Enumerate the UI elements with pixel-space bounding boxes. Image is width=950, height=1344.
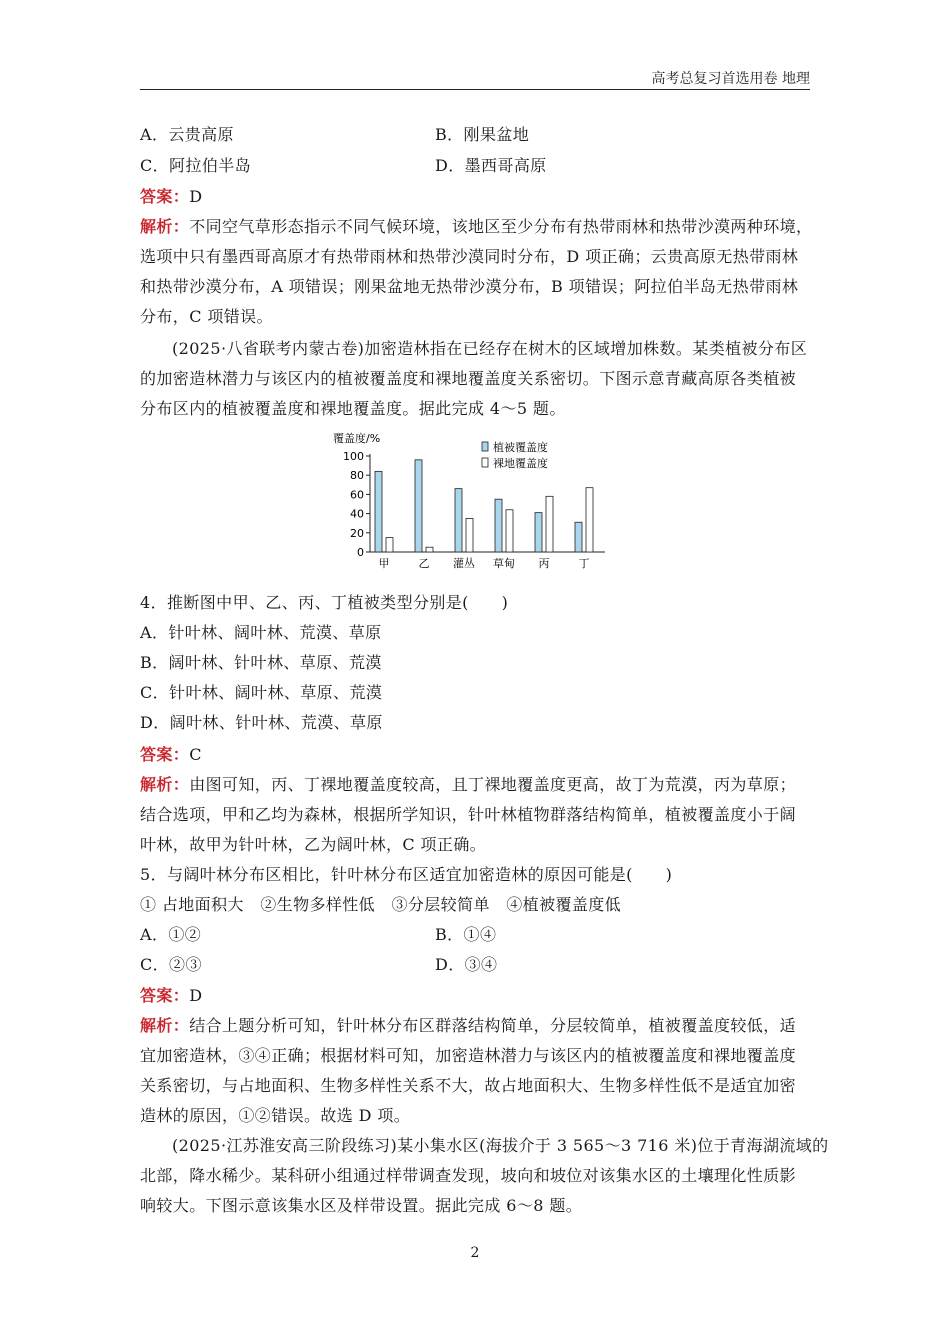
material-2-line-3: 响较大。下图示意该集水区及样带设置。据此完成 6～8 题。 xyxy=(140,1196,583,1215)
bar-bareland-5 xyxy=(586,488,593,552)
q5-answer xyxy=(140,981,810,1011)
y-tick-label: 80 xyxy=(350,469,364,483)
q5-analysis-line-1 xyxy=(140,1011,810,1041)
analysis-text: 结合上题分析可知，针叶林分布区群落结构简单，分层较简单，植被覆盖度较低，适 xyxy=(189,1016,797,1035)
q5-option-a: A．①② xyxy=(140,925,202,944)
material-2-line-2: 北部，降水稀少。某科研小组通过样带调查发现，坡向和坡位对该集水区的土壤理化性质影 xyxy=(140,1166,797,1185)
answer-value: C xyxy=(189,745,202,764)
bar-bareland-0 xyxy=(386,538,393,552)
bar-bareland-3 xyxy=(506,510,513,552)
y-tick-label: 0 xyxy=(357,546,364,559)
analysis-label: 解析： xyxy=(140,775,190,794)
q4-stem: 4．推断图中甲、乙、丙、丁植被类型分别是( ) xyxy=(140,593,509,612)
bar-bareland-4 xyxy=(546,496,553,552)
q4-option-a: A．针叶林、阔叶林、荒漠、草原 xyxy=(140,623,382,642)
q3-answer xyxy=(140,182,810,212)
coverage-bar-chart xyxy=(327,426,617,576)
answer-label: 答案： xyxy=(140,745,190,764)
q3-option-c: C．阿拉伯半岛 xyxy=(140,156,252,175)
q4-option-b: B．阔叶林、针叶林、草原、荒漠 xyxy=(140,653,382,672)
q3-analysis-line-2: 选项中只有墨西哥高原才有热带雨林和热带沙漠同时分布，D 项正确；云贵高原无热带雨林 xyxy=(140,247,799,266)
material-1-line-3: 分布区内的植被覆盖度和裸地覆盖度。据此完成 4～5 题。 xyxy=(140,399,566,418)
x-tick-label: 灌丛 xyxy=(453,557,475,570)
q5-stem: 5．与阔叶林分布区相比，针叶林分布区适宜加密造林的原因可能是( ) xyxy=(140,865,673,884)
material-1-line-1: (2025·八省联考内蒙古卷)加密造林指在已经存在树木的区域增加株数。某类植被分布区 xyxy=(172,339,808,358)
analysis-label: 解析： xyxy=(140,217,190,236)
answer-label: 答案： xyxy=(140,187,190,206)
q3-option-d: D．墨西哥高原 xyxy=(435,156,547,175)
x-tick-label: 乙 xyxy=(418,557,430,570)
q4-option-c: C．针叶林、阔叶林、草原、荒漠 xyxy=(140,683,383,702)
q5-option-d: D．③④ xyxy=(435,955,498,974)
analysis-text: 不同空气草形态指示不同气候环境，该地区至少分布有热带雨林和热带沙漠两种环境， xyxy=(189,217,813,236)
bar-vegetation-3 xyxy=(495,499,502,552)
q5-analysis-line-3: 关系密切，与占地面积、生物多样性关系不大，故占地面积大、生物多样性低不是适宜加密 xyxy=(140,1076,797,1095)
answer-value: D xyxy=(189,187,203,206)
legend-swatch-bareland xyxy=(482,458,488,467)
q3-analysis-line-4: 分布，C 项错误。 xyxy=(140,307,273,326)
y-tick-label: 40 xyxy=(350,507,364,521)
legend-label-bareland: 裸地覆盖度 xyxy=(493,457,548,470)
running-header: 高考总复习首选用卷 地理 xyxy=(651,71,810,87)
bar-vegetation-5 xyxy=(575,522,582,552)
q3-option-a: A．云贵高原 xyxy=(140,125,234,144)
x-tick-label: 甲 xyxy=(378,557,390,570)
legend-label-vegetation: 植被覆盖度 xyxy=(493,441,548,454)
analysis-text: 由图可知，丙、丁裸地覆盖度较高，且丁裸地覆盖度更高，故丁为荒漠，丙为草原； xyxy=(189,775,797,794)
q5-items: ① 占地面积大 ②生物多样性低 ③分层较简单 ④植被覆盖度低 xyxy=(140,895,622,914)
q5-option-b: B．①④ xyxy=(435,925,497,944)
legend-swatch-vegetation xyxy=(482,442,488,451)
bar-vegetation-2 xyxy=(455,489,462,552)
q3-options-row-1 xyxy=(140,120,810,150)
q5-options-row-1 xyxy=(140,920,810,950)
chart-svg xyxy=(327,426,617,576)
y-tick-label: 20 xyxy=(350,526,364,540)
q4-analysis-line-1 xyxy=(140,770,810,800)
q4-answer xyxy=(140,740,810,770)
material-1-line-2: 的加密造林潜力与该区内的植被覆盖度和裸地覆盖度关系密切。下图示意青藏高原各类植被 xyxy=(140,369,797,388)
y-tick-label: 60 xyxy=(350,488,364,502)
y-tick-label: 100 xyxy=(343,450,364,463)
q5-option-c: C．②③ xyxy=(140,955,202,974)
bar-vegetation-4 xyxy=(535,513,542,552)
q3-analysis-line-1 xyxy=(140,212,813,242)
x-tick-label: 丙 xyxy=(538,557,550,570)
q3-analysis-line-3: 和热带沙漠分布，A 项错误；刚果盆地无热带沙漠分布，B 项错误；阿拉伯半岛无热带雨林 xyxy=(140,277,799,296)
bar-bareland-1 xyxy=(426,547,433,552)
q5-analysis-line-4: 造林的原因，①②错误。故选 D 项。 xyxy=(140,1106,411,1125)
q4-analysis-line-2: 结合选项，甲和乙均为森林，根据所学知识，针叶林植物群落结构简单，植被覆盖度小于阔 xyxy=(140,805,797,824)
q5-analysis-line-2: 宜加密造林，③④正确；根据材料可知，加密造林潜力与该区内的植被覆盖度和裸地覆盖度 xyxy=(140,1046,797,1065)
answer-label: 答案： xyxy=(140,986,190,1005)
bar-vegetation-1 xyxy=(415,460,422,552)
header-rule xyxy=(140,89,810,90)
q3-option-b: B．刚果盆地 xyxy=(435,125,530,144)
q3-options-row-2 xyxy=(140,151,810,181)
q4-option-d: D．阔叶林、针叶林、荒漠、草原 xyxy=(140,713,383,732)
page-number: 2 xyxy=(470,1245,480,1261)
x-tick-label: 丁 xyxy=(578,557,590,570)
material-2-line-1: (2025·江苏淮安高三阶段练习)某小集水区(海拔介于 3 565～3 716 米)位于青海湖流域的 xyxy=(172,1136,829,1155)
bar-vegetation-0 xyxy=(375,471,382,552)
q4-analysis-line-3: 叶林，故甲为针叶林，乙为阔叶林，C 项正确。 xyxy=(140,835,487,854)
bar-bareland-2 xyxy=(466,518,473,552)
q5-options-row-2 xyxy=(140,950,810,980)
chart-ylabel: 覆盖度/% xyxy=(333,432,381,445)
analysis-label: 解析： xyxy=(140,1016,190,1035)
answer-value: D xyxy=(189,986,203,1005)
x-tick-label: 草甸 xyxy=(493,557,515,570)
